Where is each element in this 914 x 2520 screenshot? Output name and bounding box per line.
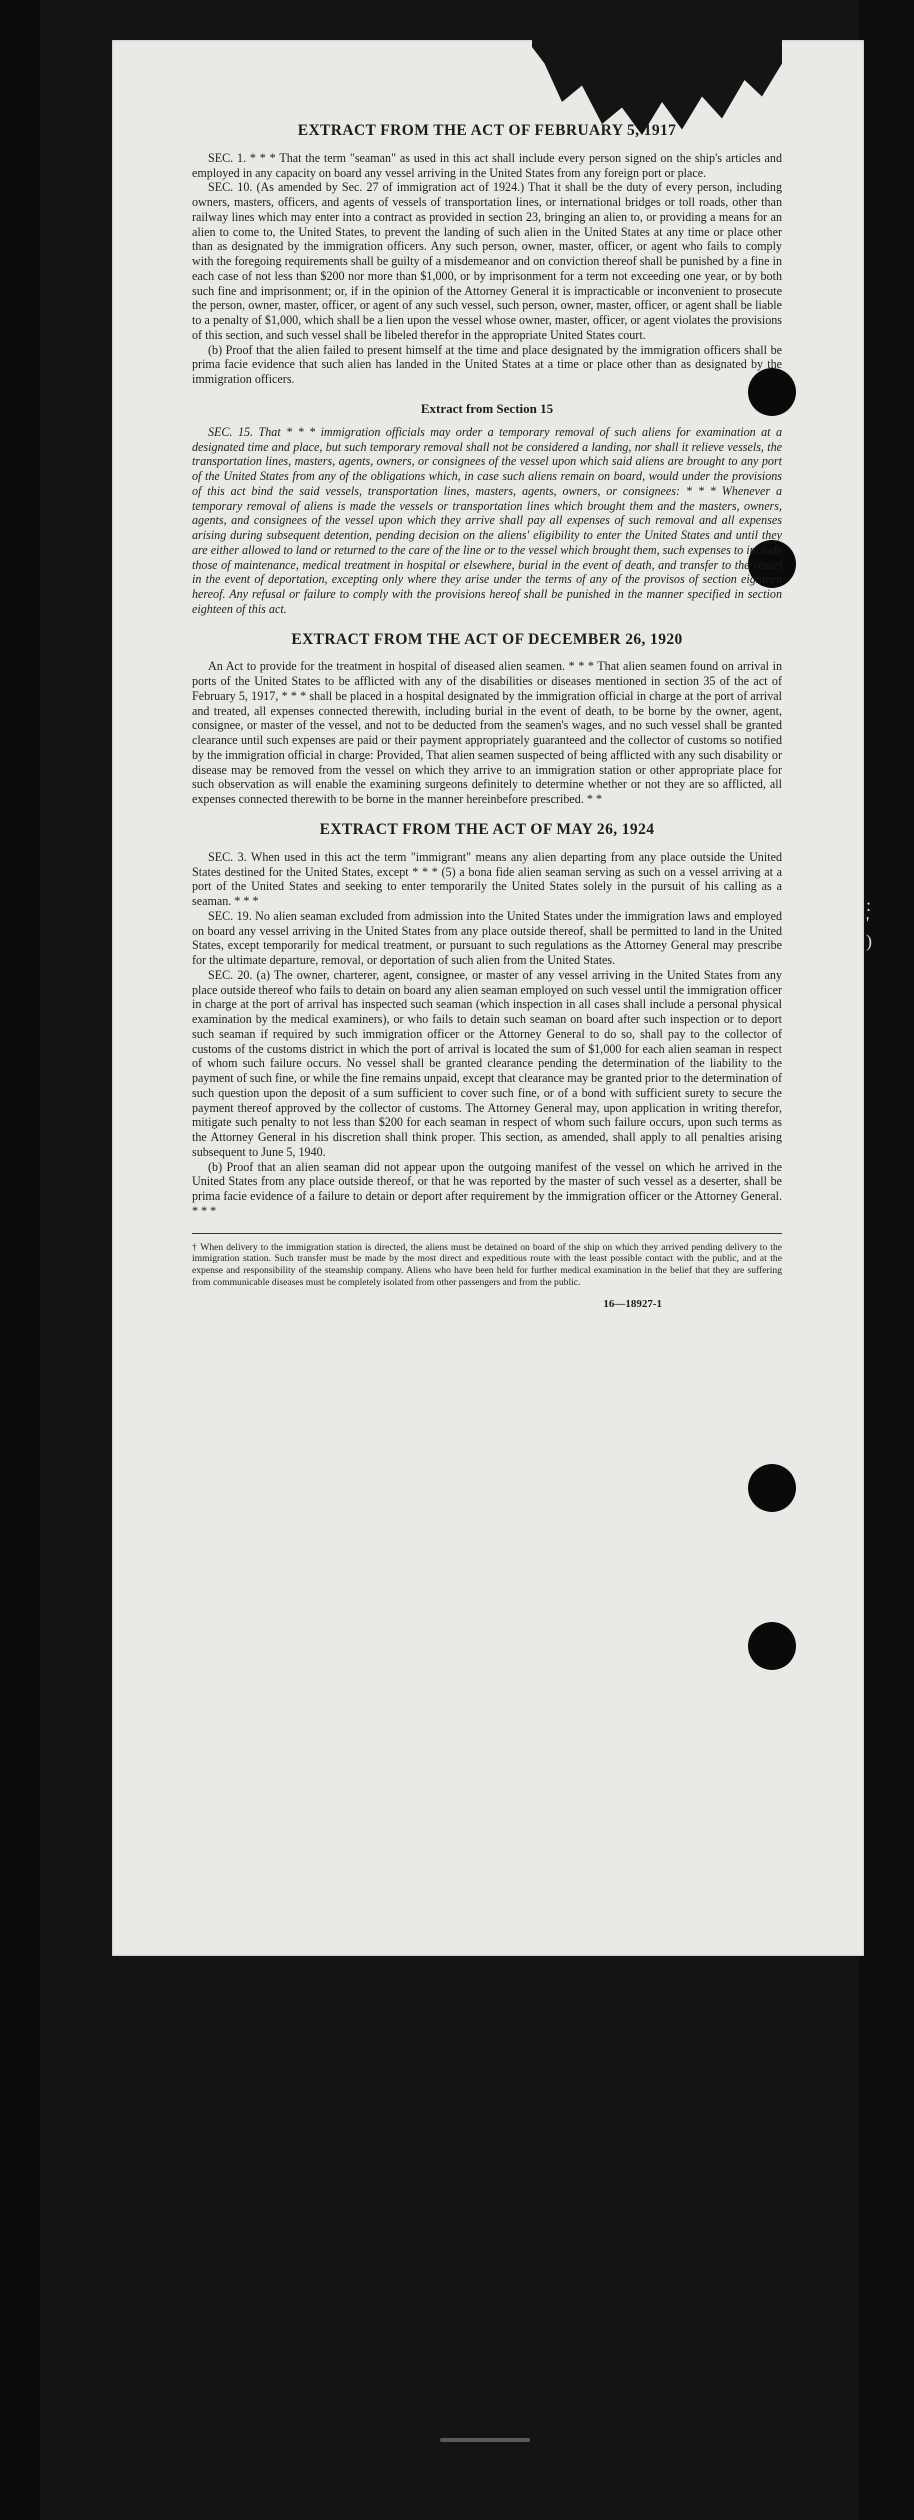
paragraph-sec-20-b: (b) Proof that an alien seaman did not appear upon the outgoing manifest of the vessel on which he arrived in the United States from any place outside thereof, or that he was reported by the master of such vessel as a deserter, shall be prima facie evidence of a failure to detain or deport after requirement by the immigration officer or the Attorney General. * * * [192, 1159, 782, 1218]
punch-hole [748, 1464, 796, 1512]
film-mark [440, 2438, 530, 2442]
film-border-left [0, 0, 40, 2520]
heading-act-1924: EXTRACT FROM THE ACT OF MAY 26, 1924 [319, 820, 655, 838]
paragraph-sec-19: SEC. 19. No alien seaman excluded from admission into the United States under the immigration laws and employed on board any vessel arriving in the United States from any place outside thereof, shall be permitted to land in the United States, except temporarily for medical treatment, or pursuant to such regulations as the Attorney General may prescribe for the ultimate departure, removal, or deportation of such alien from the United States. [192, 908, 782, 968]
paragraph-act-1920: An Act to provide for the treatment in hospital of diseased alien seamen. * * * That alien seamen found on arrival in ports of the United States to be afflicted with any of the disabilities or diseases mentioned in section 35 of the act of February 5, 1917, * * * shall be placed in a hospital designated by the immigration official in charge at the port of arrival and treated, all expenses connected therewith, including burial in the event of death, to be borne by the owner, agent, consignee, or master of the vessel, and not to be deducted from the seamen's wages, and no such vessel shall be granted clearance until such expenses are paid or their payment appropriately guaranteed and the collector of customs so notified by the immigration official in charge: Provided, That alien seamen suspected of being afflicted with any such disability or disease may be removed from the vessel on which they arrive to an immigration station or other appropriate place for such observation as will enable the examining surgeons definitely to determine whether or not they are so afflicted, all expenses connected therewith to be borne in the manner hereinbefore prescribed. * * [192, 659, 782, 807]
document-page [112, 40, 864, 1956]
punch-hole [748, 1622, 796, 1670]
paragraph-sec-3: SEC. 3. When used in this act the term "immigrant" means any alien departing from any place outside the United States destined for the United States, except * * * (5) a bona fide alien seaman serving as such on a vessel arriving at a port of the United States and seeking to enter temporarily the United States solely in the pursuit of his calling as a seaman. * * * [192, 849, 782, 909]
form-number: 16—18927-1 [603, 1298, 662, 1311]
paragraph-sec-15: SEC. 15. That * * * immigration officials may order a temporary removal of such aliens for examination at a designated time and place, but such temporary removal shall not be considered a landing, nor shall it relieve vessels, the transportation lines, masters, agents, owners, or consignees of the vessel upon which said aliens are brought to any port of the United States from any of the obligations which, in case such aliens remain on board, would under the provisions of this act bind the said vessels, transportation lines, masters, agents, owners, or consignees: * * * Whenever a temporary removal of aliens is made the vessels or transportation lines which brought them and the masters, owners, agents, and consignees of the vessel upon which they arrive shall pay all expenses of such removal and all expenses arising during subsequent detention, pending decision on the aliens' eligibility to enter the United States and until they are either allowed to land or returned to the care of the line or to the vessel which brought them, such expenses to include those of maintenance, medical treatment in hospital or elsewhere, burial in the event of death, and transfer to the vessel in the event of deportation, excepting only where they arise under the terms of any of the provisos of section eighteen hereof. Any refusal or failure to comply with the provisions hereof shall be punished in the manner specified in section eighteen of this act. [192, 424, 782, 616]
paragraph-sec-10-b: (b) Proof that the alien failed to present himself at the time and place designated by the immigration officers shall be prima facie evidence that such alien has landed in the United States at a time or place other than as designated by the immigration officers. [192, 342, 782, 387]
heading-act-1917: EXTRACT FROM THE ACT OF FEBRUARY 5, 1917 [297, 122, 677, 139]
document-body [192, 122, 782, 1312]
edge-mark: : ' ) [866, 895, 872, 951]
paragraph-sec-10: SEC. 10. (As amended by Sec. 27 of immigration act of 1924.) That it shall be the duty of every person, including owners, masters, officers, and agents of vessels of transportation lines, or international bridges or toll roads, other than railway lines which may enter into a contract as provided in section 23, bringing an alien to, or providing a means for an alien to come to, the United States, to prevent the landing of such alien in the United States at any time or place other than as designated by the immigration officers. Any such person, owner, master, officer, or agent who fails to comply with the foregoing requirements shall be guilty of a misdemeanor and on conviction thereof shall be punished by a fine in each case of not less than $200 nor more than $1,000, or by imprisonment for a term not exceeding one year, or by both such fine and imprisonment; or, if in the opinion of the Attorney General it is impracticable or inconvenient to prosecute the person, owner, master, officer, or agent of any such vessel, such person, owner, master, officer, or agent shall be liable to a penalty of $1,000, which shall be a lien upon the vessel whose owner, master, officer, or agent violates the provisions of this section, and such vessel shall be libeled therefor in the appropriate United States court. [192, 180, 782, 342]
heading-act-1920: EXTRACT FROM THE ACT OF DECEMBER 26, 1920 [291, 630, 683, 648]
paragraph-sec-1: SEC. 1. * * * That the term "seaman" as used in this act shall include every person signed on the ship's articles and employed in any capacity on board any vessel arriving in the United States from any foreign port or place. [192, 150, 782, 180]
footnote: † When delivery to the immigration station is directed, the aliens must be detained on board of the ship on which they arrived pending delivery to the immigration station. Such transfer must be made by the most direct and expeditious route with the least possible contact with the public, and at the expense and responsibility of the steamship company. Aliens who have been held for further medical examination in the belief that they are suffering from communicable diseases must be completely isolated from other passengers and from the public. [192, 1233, 782, 1289]
heading-section-15: Extract from Section 15 [420, 400, 554, 416]
film-border-right [859, 0, 914, 2520]
paragraph-sec-20: SEC. 20. (a) The owner, charterer, agent, consignee, or master of any vessel arriving in the United States from any place outside thereof who fails to detain on board any alien seaman employed on such vessel until the immigration officer in charge at the port of arrival has inspected such seaman (which inspection in all cases shall include a personal physical examination by the medical examiners), or who fails to detain such seaman on board after such inspection or to deport such seaman if required by such immigration officer or the Attorney General to do so, shall pay to the collector of customs of the customs district in which the port of arrival is located the sum of $1,000 for each alien seaman in respect of whom such failure occurs. No vessel shall be granted clearance pending the determination of the liability to the payment of such fine, or while the fine remains unpaid, except that clearance may be granted prior to the determination of such question upon the deposit of a sum sufficient to cover such fine, or of a bond with sufficient surety to secure the payment thereof approved by the collector of customs. The Attorney General may, upon application in writing therefor, mitigate such penalty to not less than $200 for each seaman in respect of whom such failure occurs, upon such terms as the Attorney General in his discretion shall think proper. This section, as amended, shall apply to all penalties arising subsequent to June 5, 1940. [192, 967, 782, 1159]
